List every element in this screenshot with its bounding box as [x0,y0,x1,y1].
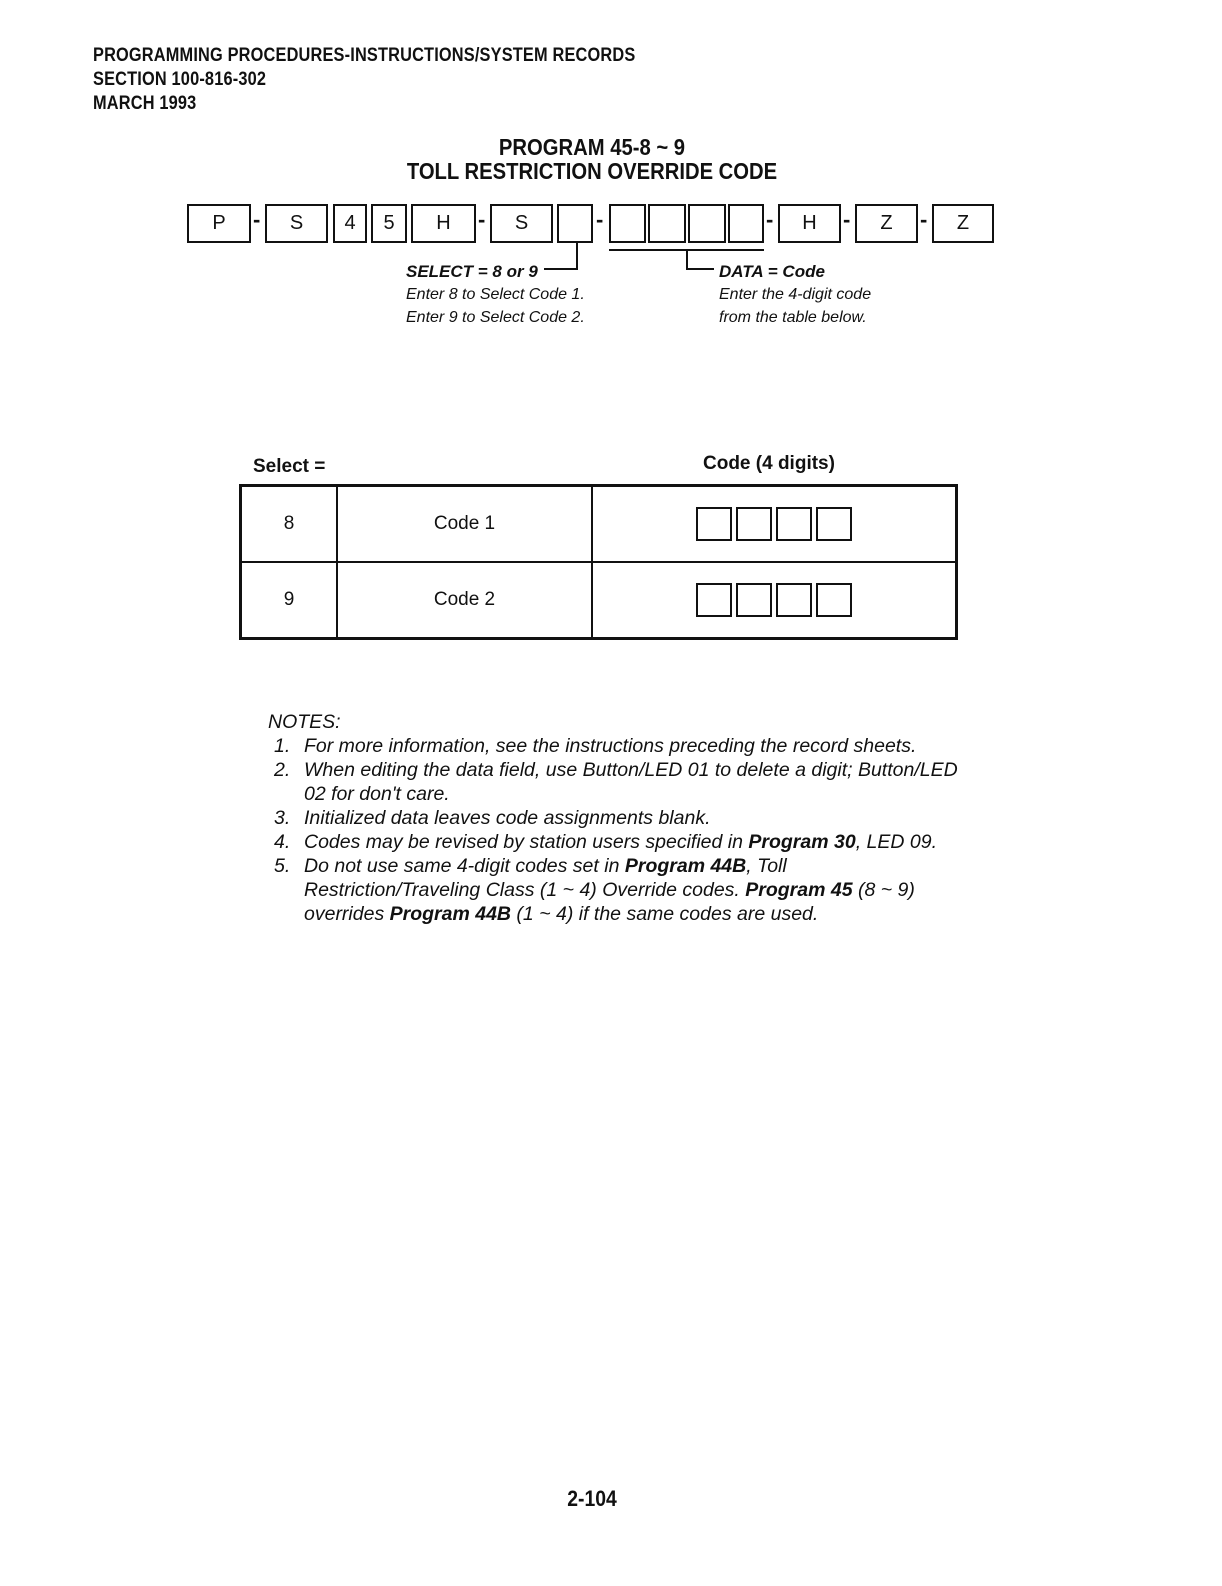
data-digit-box-2 [648,204,686,243]
table-row [241,486,957,563]
code-digit-boxes [593,583,955,617]
code-digits-cell [592,562,957,639]
data-label: DATA = Code [719,262,825,281]
code-digits-cell [592,486,957,563]
code-digit-box [736,583,772,617]
key-dash: - [920,207,928,232]
data-instruction-2: from the table below. [719,309,867,326]
key-dash: - [766,207,774,232]
key-box-4: 4 [333,204,367,243]
code-column-header: Code (4 digits) [703,453,835,474]
program-reference: Program 45 [745,879,853,901]
select-instruction-1: Enter 8 to Select Code 1. [406,286,585,303]
header-date: MARCH 1993 [93,93,197,114]
note-item: 5. Do not use same 4-digit codes set in Program 44B, Toll Restriction/Traveling Class (1 ~ 4) Override codes. Program 45 (8 ~ 9) overrides Program 44B (1 ~ 4) if the same codes are used. [274,855,915,925]
select-column-header: Select = [253,456,326,477]
select-value: 8 [241,486,338,563]
code-name: Code 2 [337,562,592,639]
data-bracket-vertical [686,249,688,270]
code-digit-box [696,507,732,541]
key-dash: - [843,207,851,232]
note-rich: Codes may be revised by station users specified in Program 30, LED 09. [304,831,937,853]
key-box-h: H [411,204,476,243]
code-table [239,484,958,640]
note-item: 3. Initialized data leaves code assignments blank. [274,807,711,829]
code-digit-boxes [593,507,955,541]
note-item: 4. Codes may be revised by station users specified in Program 30, LED 09. [274,831,937,853]
notes-list [268,734,968,926]
code-digit-box [736,507,772,541]
select-value: 9 [241,562,338,639]
data-annotation [719,260,871,329]
code-digit-box [776,507,812,541]
data-digit-box-4 [728,204,764,243]
code-digit-box [816,583,852,617]
notes-heading: NOTES: [268,711,341,733]
key-box-z2: Z [932,204,994,243]
key-box-z: Z [855,204,918,243]
data-bracket-pointer [686,268,714,270]
code-name: Code 1 [337,486,592,563]
key-dash: - [596,207,604,232]
page-number: 2-104 [567,1486,617,1511]
key-box-s2: S [490,204,553,243]
note-rich: Do not use same 4-digit codes set in Program 44B, Toll Restriction/Traveling Class (1 ~ 4) Override codes. Program 45 (8 ~ 9) overrides Program 44B (1 ~ 4) if the same codes are used. [304,855,915,925]
note-item: 2. When editing the data field, use Button/LED 01 to delete a digit; Button/LED 02 for don't care. [274,759,958,805]
data-digit-box-3 [688,204,726,243]
table-row [241,562,957,639]
select-instruction-2: Enter 9 to Select Code 2. [406,309,585,326]
data-digit-box-1 [609,204,646,243]
data-instruction-1: Enter the 4-digit code [719,286,872,303]
code-digit-box [776,583,812,617]
key-box-p: P [187,204,251,243]
select-digit-box [557,204,593,243]
document-header [93,44,635,116]
header-section: SECTION 100-816-302 [93,69,267,90]
key-dash: - [253,207,261,232]
program-title: PROGRAM 45-8 ~ 9 [498,134,686,160]
program-subtitle: TOLL RESTRICTION OVERRIDE CODE [406,158,778,184]
select-annotation [406,260,585,329]
program-reference: Program 44B [624,855,747,877]
key-box-5: 5 [371,204,407,243]
program-reference: Program 30 [748,831,856,853]
note-item: 1. For more information, see the instructions preceding the record sheets. [274,735,917,757]
code-digit-box [696,583,732,617]
notes-section [268,710,968,926]
key-box-s: S [265,204,328,243]
program-reference: Program 44B [389,903,512,925]
code-digit-box [816,507,852,541]
key-box-h2: H [778,204,841,243]
select-label: SELECT = 8 or 9 [406,262,538,281]
header-title: PROGRAMMING PROCEDURES-INSTRUCTIONS/SYSTEM RECORDS [93,45,636,66]
key-dash: - [478,207,486,232]
